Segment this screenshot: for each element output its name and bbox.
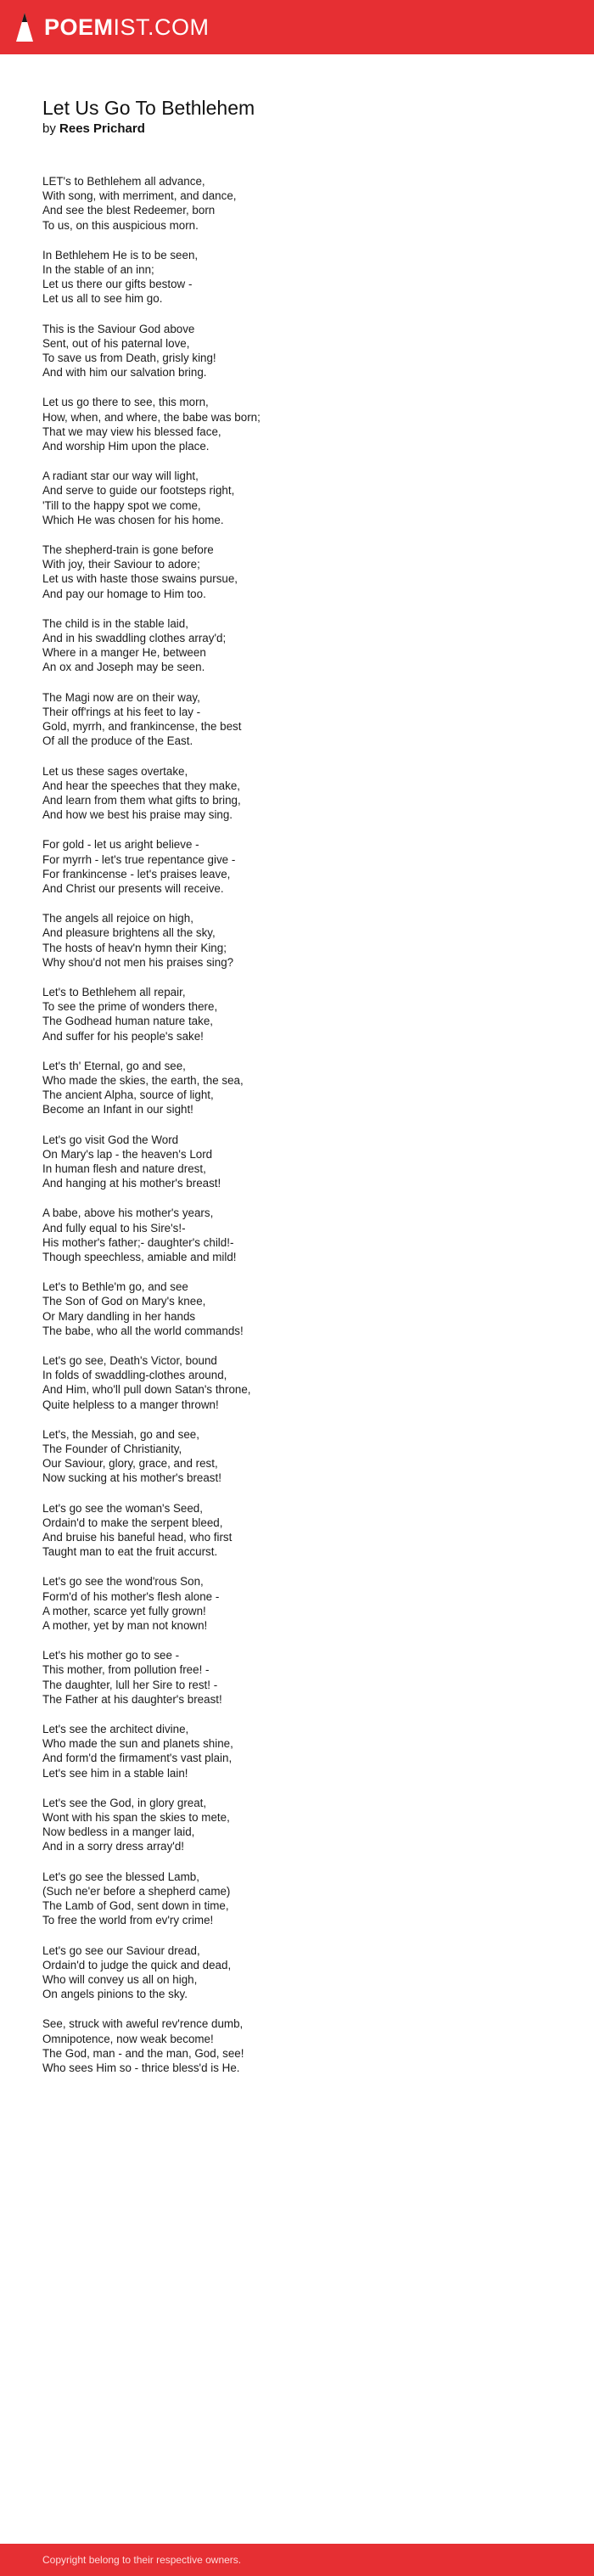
poem-title: Let Us Go To Bethlehem — [42, 97, 255, 119]
poem-stanza — [42, 1648, 552, 1707]
poem-line: The shepherd-train is gone before — [42, 543, 214, 557]
poem-stanza — [42, 248, 552, 307]
poem-line: A babe, above his mother's years, — [42, 1206, 214, 1220]
poem-line: Taught man to eat the fruit accurst. — [42, 1545, 218, 1559]
poem-body — [42, 174, 552, 2075]
site-header — [0, 0, 594, 54]
poem-line: Let's his mother go to see - — [42, 1649, 180, 1662]
poem-line: Who made the sun and planets shine, — [42, 1737, 233, 1751]
poem-line: For gold - let us aright believe - — [42, 838, 199, 852]
poem-line: Of all the produce of the East. — [42, 734, 193, 748]
poem-line: And suffer for his people's sake! — [42, 1029, 204, 1043]
poem-line: And with him our salvation bring. — [42, 366, 207, 380]
poem-line: Let's to Bethle'm go, and see — [42, 1280, 188, 1294]
poem-line: Let's go see the wond'rous Son, — [42, 1575, 204, 1589]
poem-line: 'Till to the happy spot we come, — [42, 498, 201, 512]
poem-line: How, when, and where, the babe was born; — [42, 410, 261, 424]
poem-line: In folds of swaddling-clothes around, — [42, 1369, 227, 1382]
poem-line: Sent, out of his paternal love, — [42, 336, 190, 350]
poem-line: Quite helpless to a manger thrown! — [42, 1398, 219, 1411]
poem-line: Let us go there to see, this morn, — [42, 396, 209, 409]
poem-line: And pleasure brightens all the sky, — [42, 926, 216, 940]
poem-line: A mother, scarce yet fully grown! — [42, 1604, 206, 1617]
poem-line: The God, man - and the man, God, see! — [42, 2046, 244, 2060]
poem-stanza — [42, 1722, 552, 1780]
poem-line: In human flesh and nature drest, — [42, 1161, 206, 1175]
poem-line: To save us from Death, grisly king! — [42, 352, 216, 365]
poem-line: Let's go see the blessed Lamb, — [42, 1870, 199, 1883]
poem-line: That we may view his blessed face, — [42, 425, 221, 438]
poem-line: A mother, yet by man not known! — [42, 1619, 208, 1633]
poem-stanza — [42, 911, 552, 970]
poem-line: Who made the skies, the earth, the sea, — [42, 1073, 244, 1087]
poem-line: And form'd the firmament's vast plain, — [42, 1752, 233, 1765]
poem-stanza — [42, 543, 552, 601]
poem-line: Which He was chosen for his home. — [42, 513, 224, 526]
poem-line: Let us these sages overtake, — [42, 764, 188, 778]
poem-line: The Godhead human nature take, — [42, 1015, 213, 1028]
poem-line: And fully equal to his Sire's!- — [42, 1221, 186, 1235]
poem-stanza — [42, 395, 552, 453]
poem-line: Why shou'd not men his praises sing? — [42, 955, 234, 969]
poem-stanza — [42, 616, 552, 675]
poem-line: The Magi now are on their way, — [42, 690, 200, 704]
poem-line: Let's go see, Death's Victor, bound — [42, 1354, 217, 1367]
poem-line: The babe, who all the world commands! — [42, 1324, 244, 1337]
poem-line: His mother's father;- daughter's child!- — [42, 1235, 234, 1249]
poem-line: The angels all rejoice on high, — [42, 912, 193, 925]
poem-stanza — [42, 1501, 552, 1560]
byline-prefix: by — [42, 121, 56, 136]
poem-line: The Founder of Christianity, — [42, 1443, 182, 1456]
site-footer — [0, 2544, 594, 2576]
poem-line: Gold, myrrh, and frankincense, the best — [42, 720, 242, 734]
poem-line: And worship Him upon the place. — [42, 440, 210, 453]
poem-line: Omnipotence, now weak become! — [42, 2032, 214, 2045]
poem-line: The Son of God on Mary's knee, — [42, 1295, 206, 1308]
poem-line: And serve to guide our footsteps right, — [42, 484, 235, 498]
poem-stanza — [42, 1574, 552, 1633]
poem-line: This is the Saviour God above — [42, 322, 195, 335]
poem-line: A radiant star our way will light, — [42, 470, 199, 483]
poem-stanza — [42, 174, 552, 233]
logo-text-strong: POEM — [44, 14, 114, 40]
poem-line: With joy, their Saviour to adore; — [42, 558, 200, 571]
poem-line: For myrrh - let's true repentance give - — [42, 852, 236, 866]
poem-line: The Father at his daughter's breast! — [42, 1692, 222, 1706]
poem-line: And in his swaddling clothes array'd; — [42, 632, 227, 645]
poem-line: The daughter, lull her Sire to rest! - — [42, 1678, 218, 1691]
poem-line: (Such ne'er before a shepherd came) — [42, 1884, 231, 1898]
poem-line: Who will convey us all on high, — [42, 1972, 198, 1986]
poem-line: Or Mary dandling in her hands — [42, 1309, 196, 1323]
poem-line: Ordain'd to make the serpent bleed, — [42, 1516, 223, 1529]
poem-line: Let's see him in a stable lain! — [42, 1766, 188, 1780]
poem-line: See, struck with aweful rev'rence dumb, — [42, 2017, 244, 2031]
copyright-text: Copyright belong to their respective owners. — [42, 2554, 242, 2566]
poem-stanza — [42, 1280, 552, 1338]
poem-line: Now sucking at his mother's breast! — [42, 1471, 221, 1485]
poem-line: An ox and Joseph may be seen. — [42, 661, 205, 674]
site-logo-text — [44, 10, 210, 44]
poem-line: And bruise his baneful head, who first — [42, 1531, 233, 1544]
poem-line: Who sees Him so - thrice bless'd is He. — [42, 2061, 240, 2074]
poem-line: And Christ our presents will receive. — [42, 881, 224, 895]
poem-byline — [42, 121, 552, 138]
logo-text-light: IST.COM — [113, 14, 210, 40]
poem-line: And in a sorry dress array'd! — [42, 1840, 185, 1853]
poem-stanza — [42, 1943, 552, 2002]
poem-stanza — [42, 764, 552, 823]
poem-line: Where in a manger He, between — [42, 646, 206, 660]
site-logo-link[interactable] — [15, 10, 210, 44]
poem-line: The Lamb of God, sent down in time, — [42, 1899, 229, 1913]
poem-line: Their off'rings at his feet to lay - — [42, 705, 201, 718]
poem-line: Let's go see our Saviour dread, — [42, 1943, 200, 1957]
poem-content — [42, 95, 552, 2090]
poem-stanza — [42, 1870, 552, 1928]
author-link[interactable]: Rees Prichard — [59, 121, 145, 136]
poem-stanza — [42, 469, 552, 527]
poem-line: Ordain'd to judge the quick and dead, — [42, 1958, 232, 1971]
poem-line: Let's see the architect divine, — [42, 1723, 189, 1736]
poem-line: And pay our homage to Him too. — [42, 587, 206, 600]
poem-stanza — [42, 1133, 552, 1191]
poem-line: To free the world from ev'ry crime! — [42, 1914, 214, 1927]
poem-line: Let's, the Messiah, go and see, — [42, 1427, 199, 1441]
poem-line: For frankincense - let's praises leave, — [42, 867, 231, 880]
poem-line: The child is in the stable laid, — [42, 616, 188, 630]
pencil-tip-icon — [15, 12, 34, 42]
poem-stanza — [42, 1353, 552, 1412]
poem-line: LET's to Bethlehem all advance, — [42, 175, 205, 188]
poem-line: With song, with merriment, and dance, — [42, 189, 237, 203]
poem-line: Let's go visit God the Word — [42, 1133, 179, 1146]
poem-line: Let's th' Eternal, go and see, — [42, 1059, 186, 1072]
poem-line: And how we best his praise may sing. — [42, 808, 233, 822]
poem-line: Let's see the God, in glory great, — [42, 1796, 207, 1809]
poem-line: Let us there our gifts bestow - — [42, 278, 193, 291]
poem-line: And learn from them what gifts to bring, — [42, 793, 241, 807]
poem-stanza — [42, 2016, 552, 2075]
poem-stanza — [42, 1206, 552, 1264]
poem-line: Form'd of his mother's flesh alone - — [42, 1589, 220, 1603]
poem-line: Let's to Bethlehem all repair, — [42, 985, 186, 998]
poem-line: Our Saviour, glory, grace, and rest, — [42, 1457, 218, 1471]
poem-line: On Mary's lap - the heaven's Lord — [42, 1147, 213, 1161]
poem-stanza — [42, 1427, 552, 1486]
poem-stanza — [42, 1059, 552, 1117]
poem-line: Let's go see the woman's Seed, — [42, 1501, 203, 1515]
poem-stanza — [42, 1796, 552, 1854]
poem-line: Now bedless in a manger laid, — [42, 1825, 195, 1839]
poem-line: Let us all to see him go. — [42, 292, 163, 306]
poem-stanza — [42, 837, 552, 896]
poem-stanza — [42, 322, 552, 380]
poem-line: And hear the speeches that they make, — [42, 779, 240, 792]
poem-stanza — [42, 690, 552, 749]
poem-line: To us, on this auspicious morn. — [42, 218, 199, 232]
poem-line: And Him, who'll pull down Satan's throne, — [42, 1383, 251, 1397]
poem-line: Wont with his span the skies to mete, — [42, 1811, 230, 1825]
poem-line: In Bethlehem He is to be seen, — [42, 248, 199, 262]
poem-line: And hanging at his mother's breast! — [42, 1177, 221, 1190]
poem-line: And see the blest Redeemer, born — [42, 204, 216, 217]
poem-stanza — [42, 985, 552, 1043]
poem-line: On angels pinions to the sky. — [42, 1988, 188, 2001]
poem-line: Become an Infant in our sight! — [42, 1103, 193, 1116]
poem-line: In the stable of an inn; — [42, 263, 154, 277]
poem-line: Let us with haste those swains pursue, — [42, 572, 238, 586]
poem-line: Though speechless, amiable and mild! — [42, 1250, 237, 1263]
poem-line: The ancient Alpha, source of light, — [42, 1088, 214, 1102]
poem-line: This mother, from pollution free! - — [42, 1663, 210, 1677]
poem-line: The hosts of heav'n hymn their King; — [42, 941, 227, 954]
poem-line: To see the prime of wonders there, — [42, 1000, 218, 1014]
